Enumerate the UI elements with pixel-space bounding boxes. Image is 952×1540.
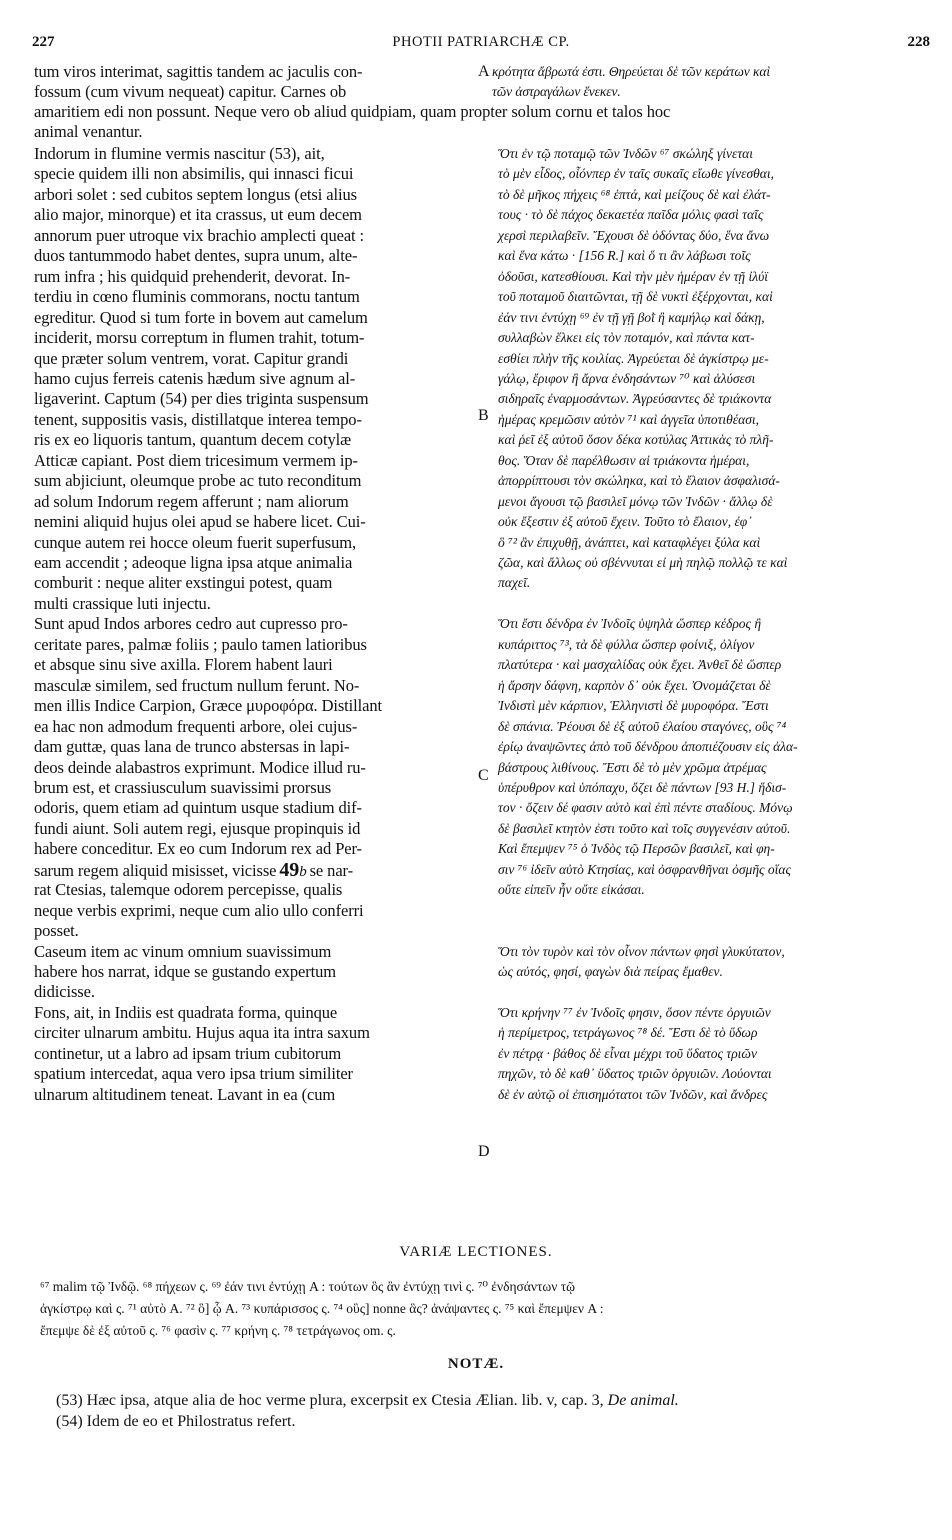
greek-line: οὔτε εἰπεῖν ἦν οὔτε εἰκάσαι.: [498, 882, 645, 897]
latin-line: [34, 921, 79, 941]
latin-line: [34, 451, 358, 471]
latin-line: [34, 492, 349, 512]
margin-marker-a: A: [478, 63, 490, 80]
greek-line: ἡμέρας κρεμῶσιν αὐτὸν ⁷¹ καὶ ἀγγεῖα ὑποτιθέασι,: [498, 412, 759, 427]
note-text: Idem de eo et Philostratus refert.: [86, 1413, 296, 1430]
latin-line: [34, 1003, 337, 1023]
latin-line: [34, 185, 357, 205]
latin-text: ulnarum altitudinem teneat. Lavant in ea (cum: [34, 1085, 336, 1104]
latin-text: habere conceditur. Ex eo cum Indorum rex ad Per-: [34, 839, 362, 858]
latin-text: nemini aliquid hujus olei apud se habere licet. Cui-: [34, 512, 366, 531]
greek-line: ὃ ⁷² ἂν ἐπιχυθῇ, ἀνάπτει, καὶ καταφλέγει ξύλα καὶ: [498, 535, 761, 550]
latin-line: [34, 758, 366, 778]
latin-line: [34, 349, 348, 369]
latin-text: que præter solum ventrem, vorat. Capitur grandi: [34, 349, 349, 368]
folio-suffix: b: [299, 864, 307, 880]
greek-line: ἐν πέτρᾳ · βάθος δὲ εἶναι μέχρι τοῦ ὕδατος τριῶν: [498, 1046, 757, 1061]
latin-text: eam accendit ; adeoque ligna ipsa atque animalia: [34, 553, 353, 572]
greek-line: βάστρους λιθίνους. Ἔστι δὲ τὸ μὲν χρῶμα ἀτρέμας: [498, 760, 767, 775]
latin-text: Fons, ait, in Indiis est quadrata forma, quinque: [34, 1003, 338, 1022]
latin-text: neque verbis exprimi, neque cum alio ullo conferri: [34, 901, 364, 920]
latin-line: [34, 246, 357, 266]
latin-text: terdiu in cœno fluminis commorans, noctu tantum: [34, 287, 360, 306]
greek-line: χερσὶ περιλαβεῖν. Ἔχουσι δὲ ὀδόντας δύο, ἕνα ἄνω: [498, 228, 770, 243]
latin-text: rum infra ; his quidquid prehenderit, devorat. In-: [34, 267, 351, 286]
latin-text: tenent, suppositis vasis, distillatque interea tempo-: [34, 410, 362, 429]
latin-text: ad solum Indorum regem afferunt ; nam aliorum: [34, 492, 349, 511]
note-number: (54): [56, 1413, 83, 1430]
latin-text: alio major, minorque) et ita crassus, ut eum decem: [34, 205, 362, 224]
greek-line: κυπάριττος ⁷³, τὰ δὲ φύλλα ὥσπερ φοίνιξ, ὀλίγον: [498, 637, 755, 652]
latin-text: duos tantummodo habet dentes, supra unum, alte-: [34, 246, 358, 265]
greek-line: ἡ περίμετρος, τετράγωνος ⁷⁸ δέ. Ἔστι δὲ τὸ ὕδωρ: [498, 1025, 758, 1040]
latin-text: men illis Indice Carpion, Græce μυροφόρα. Distillant: [34, 696, 382, 715]
greek-line: καὶ ῥεῖ ἐξ αὐτοῦ ὅσον δέκα κοτύλας Ἀττικὰς τὸ πλῆ-: [498, 432, 774, 447]
latin-line: [34, 635, 367, 655]
margin-marker-d: D: [478, 1143, 490, 1160]
greek-line: Ὅτι ἐν τῷ ποταμῷ τῶν Ἰνδῶν ⁶⁷ σκώληξ γίνεται: [498, 146, 754, 161]
greek-line: τὸ μὲν εἶδος, οἷόνπερ ἐν ταῖς συκαῖς εἴωθε γίνεσθαι,: [498, 166, 774, 181]
latin-line: [34, 553, 352, 573]
greek-line: παχεῖ.: [498, 575, 531, 590]
full-width-line: amaritiem edi non possunt. Neque vero ob aliud quidpiam, quam propter solum cornu et talos hoc: [34, 102, 671, 121]
greek-line: θος. Ὅταν δὲ παρέλθωσιν αἱ τριάκοντα ἡμέραι,: [498, 453, 750, 468]
latin-line: tum viros interimat, sagittis tandem ac jaculis con-: [34, 62, 363, 81]
latin-text: specie quidem illi non absimilis, qui innasci ficui: [34, 164, 354, 183]
latin-text: arbori solet : sed cubitos septem longus (etsi alius: [34, 185, 357, 204]
greek-line: ἐάν τινι ἐντύχῃ ⁶⁹ ἐν τῇ γῇ βοῒ ἢ καμήλῳ καὶ δάκῃ,: [498, 310, 765, 325]
latin-text: rat Ctesias, talemque odorem percepisse, qualis: [34, 880, 343, 899]
latin-line: [34, 389, 368, 409]
latin-line: [34, 533, 356, 553]
note-54: [56, 1411, 295, 1432]
latin-line: [34, 839, 362, 859]
greek-line: δὲ βασιλεῖ κτητὸν ἐστι τοῦτο καὶ τοῖς συγγενέσιν αὐτοῦ.: [498, 821, 791, 836]
latin-text: spatium intercedat, aqua vero ipsa trium similiter: [34, 1064, 353, 1083]
latin-line: [34, 144, 325, 164]
latin-text: comburit : neque aliter exstingui potest, quam: [34, 573, 333, 592]
latin-line: [34, 655, 333, 675]
greek-line: δὲ σπάνια. Ῥέουσι δὲ ἐξ αὐτοῦ ἐλαίου σταγόνες, οὓς ⁷⁴: [498, 719, 787, 734]
note-53: [56, 1390, 679, 1411]
greek-line: εσθίει πλὴν τῆς κοιλίας. Ἀγρεύεται δὲ ἀγκίστρῳ με-: [498, 351, 769, 366]
variants-heading: VARIÆ LECTIONES.: [399, 1244, 553, 1260]
latin-line: [34, 860, 353, 882]
latin-line: [34, 737, 349, 757]
greek-line: δὲ ἐν αὐτῷ οἱ ἐπισημότατοι τῶν Ἰνδῶν, καὶ ἄνδρες: [498, 1087, 768, 1102]
latin-text: dam guttæ, quas lana de trunco abstersas in lapi-: [34, 737, 350, 756]
greek-line: σιν ⁷⁶ ἰδεῖν αὐτὸ Κτησίας, καὶ ὀσφρανθῆναι ὀσμῆς οἵας: [498, 862, 791, 877]
latin-line: [34, 942, 331, 962]
latin-line: [34, 410, 362, 430]
latin-text: fundi aiunt. Soli autem regi, ejusque propinquis id: [34, 819, 361, 838]
greek-line: τῶν ἀστραγάλων ἕνεκεν.: [492, 84, 621, 99]
latin-line: [34, 369, 355, 389]
latin-text: brum est, et crassiusculum suavissimi prorsus: [34, 778, 332, 797]
greek-line: Καὶ ἔπεμψεν ⁷⁵ ὁ Ἰνδὸς τῷ Περσῶν βασιλεῖ, καὶ φη-: [498, 841, 775, 856]
latin-line: [34, 982, 95, 1002]
latin-text: circiter ulnarum ambitu. Hujus aqua ita intra saxum: [34, 1023, 370, 1042]
greek-line: ὑπέρυθρον καὶ ὑπόπαχυ, ὄζει δὲ πάντων [93 H.] ἥδισ-: [498, 780, 787, 795]
greek-line: ὀδοῦσι, κατεσθίουσι. Καὶ τὴν μὲν ἡμέραν ἐν τῇ ἰλύϊ: [498, 269, 769, 284]
variant-line: ⁶⁷ malim τῷ Ἰνδῷ. ⁶⁸ πήχεων ς. ⁶⁹ ἐάν τινι ἐντύχῃ A : τούτων ὃς ἂν ἐντύχῃ τινὶ ς. ⁷⁰ ἐνδησάντων τῷ: [40, 1279, 576, 1294]
latin-line: [34, 430, 351, 450]
greek-line: τοῦ ποταμοῦ διαιτῶνται, τῇ δὲ νυκτὶ ἐξέρχονται, καὶ: [498, 289, 773, 304]
greek-line: τους · τὸ δὲ πάχος δεκαετέα παῖδα μόλις φασὶ ταῖς: [498, 207, 764, 222]
latin-line: [34, 717, 357, 737]
greek-line: καὶ ἕνα κάτω · [156 R.] καὶ ὅ τι ἂν λάβωσι τοῖς: [498, 248, 751, 263]
latin-line: [34, 594, 211, 614]
latin-text: deos deinde alabastros exprimunt. Modice illud ru-: [34, 758, 366, 777]
latin-text: Caseum item ac vinum omnium suavissimum: [34, 942, 332, 961]
greek-line: σιδηραῖς ἐναρμοσάντων. Ἀγρεύσαντες δὲ τριάκοντα: [498, 391, 772, 406]
running-title: PHOTII PATRIARCHÆ CP.: [392, 34, 570, 50]
latin-text: odoris, quem etiam ad quintum usque stadium dif-: [34, 798, 362, 817]
latin-text: et absque sinu sive axilla. Florem habent lauri: [34, 655, 333, 674]
greek-line: ἀπορρίπτουσι τὸν σκώληκα, καὶ τὸ ἔλαιον ἀσφαλισά-: [498, 473, 780, 488]
latin-text-tail: se nar-: [309, 861, 354, 880]
latin-text: cunque autem rei hocce oleum fuerit superfusum,: [34, 533, 356, 552]
latin-text: sum abjiciunt, oleumque probe ac tuto reconditum: [34, 471, 362, 490]
latin-text: didicisse.: [34, 982, 95, 1001]
latin-line: [34, 1085, 335, 1105]
greek-line: γάλῳ, ἔριφον ἢ ἄρνα ἐνδησάντων ⁷⁰ καὶ ἁλύσεσι: [498, 371, 756, 386]
latin-text: posset.: [34, 921, 79, 940]
latin-line: [34, 164, 353, 184]
margin-marker-b: B: [478, 407, 489, 424]
latin-text: egreditur. Quod si tum forte in bovem aut camelum: [34, 308, 368, 327]
greek-line: Ἰνδιστὶ μὲν κάρπιον, Ἑλληνιστὶ δὲ μυροφόρα. Ἔστι: [498, 698, 769, 713]
latin-line: [34, 328, 364, 348]
greek-line: ἐρίῳ ἀναψῶντες ἀπὸ τοῦ δένδρου ἀποπιέζουσιν εἰς ἀλα-: [498, 739, 798, 754]
latin-line: [34, 287, 360, 307]
greek-line: ὡς αὐτός, φησί, φαγὼν διὰ πείρας ἔμαθεν.: [498, 964, 723, 979]
greek-line: τον · ὄζειν δέ φασιν αὐτὸ καὶ ἐπὶ πέντε σταδίους. Μόνῳ: [498, 800, 793, 815]
latin-line: [34, 962, 336, 982]
greek-line: συλλαβὼν ἕλκει εἰς τὸν ποταμόν, καὶ πάντα κατ-: [498, 330, 755, 345]
latin-line: [34, 901, 363, 921]
latin-text: ris ex eo liquoris tantum, quantum decem cotylæ: [34, 430, 351, 449]
note-text: Hæc ipsa, atque alia de hoc verme plura, excerpsit ex Ctesia Ælian. lib. v, cap. 3,: [86, 1392, 604, 1409]
notes-heading: NOTÆ.: [447, 1356, 505, 1372]
latin-text: masculæ similem, sed fructum nullum ferunt. No-: [34, 676, 360, 695]
latin-line: [34, 696, 382, 716]
latin-text: hamo cujus ferreis catenis hædum sive agnum al-: [34, 369, 356, 388]
latin-text: multi crassique luti injectu.: [34, 594, 211, 613]
left-page-number: 227: [32, 34, 55, 50]
latin-line: [34, 880, 342, 900]
latin-text: inciderit, morsu correptum in flumen trahit, totum-: [34, 328, 365, 347]
folio-marker: [279, 859, 306, 881]
latin-line: animal venantur.: [34, 122, 143, 141]
greek-line: Ὅτι τὸν τυρὸν καὶ τὸν οἶνον πάντων φησὶ γλυκύτατον,: [498, 944, 785, 959]
latin-line: [34, 205, 362, 225]
latin-line: [34, 573, 332, 593]
latin-text: habere hos narrat, idque se gustando expertum: [34, 962, 337, 981]
latin-text: annorum puer utroque vix brachio amplecti queat :: [34, 226, 365, 245]
greek-line: Ὅτι κρήνην ⁷⁷ ἐν Ἰνδοῖς φησιν, ὅσον πέντε ὀργυιῶν: [498, 1005, 771, 1020]
latin-text: ceritate pares, palmæ foliis ; paulo tamen latioribus: [34, 635, 367, 654]
note-number: (53): [56, 1392, 83, 1409]
latin-line: [34, 1044, 341, 1064]
latin-line: [34, 676, 359, 696]
latin-text: Sunt apud Indos arbores cedro aut cupresso pro-: [34, 614, 348, 633]
running-header: [32, 34, 930, 54]
latin-line: [34, 512, 366, 532]
greek-line: κρότητα ἄβρωτά ἐστι. Θηρεύεται δὲ τῶν κεράτων καὶ: [492, 64, 770, 79]
greek-line: ζῶα, καὶ ἄλλως οὐ σβέννυται εἰ μὴ πηλῷ πολλῷ τε καὶ: [498, 555, 788, 570]
folio-number: 49: [279, 859, 300, 881]
latin-text: Atticæ capiant. Post diem tricesimum vermem ip-: [34, 451, 358, 470]
latin-line: fossum (cum vivum nequeat) capitur. Carnes ob: [34, 82, 347, 101]
latin-text: continetur, ut a labro ad ipsam trium cubitorum: [34, 1044, 342, 1063]
latin-text: Indorum in flumine vermis nascitur (53), ait,: [34, 144, 325, 163]
latin-line: [34, 308, 368, 328]
latin-line: [34, 226, 364, 246]
margin-marker-c: C: [478, 767, 489, 784]
greek-line: τὸ δὲ μῆκος πήχεις ⁶⁸ ἑπτά, καὶ μείζους δὲ καὶ ἐλάτ-: [498, 187, 771, 202]
latin-line: [34, 778, 331, 798]
latin-text: ea hac non admodum frequenti arbore, olei cujus-: [34, 717, 358, 736]
latin-line: [34, 1023, 370, 1043]
note-emphasis: De animal.: [607, 1392, 679, 1409]
latin-text: sarum regem aliquid misisset, vicisse: [34, 861, 277, 880]
latin-line: [34, 1064, 353, 1084]
latin-line: [34, 819, 360, 839]
greek-line: οὐκ ἔξεστιν ἐξ αὐτοῦ ἔχειν. Τοῦτο τὸ ἔλαιον, ἐφ᾽: [498, 514, 752, 529]
variant-line: ἀγκίστρῳ καὶ ς. ⁷¹ αὐτὸ A. ⁷² ὃ] ᾧ A. ⁷³ κυπάρισσος ς. ⁷⁴ οὓς] nonne ἃς? ἀνάψαντες ς. ⁷⁵ καὶ ἔπεμψεν A :: [40, 1301, 604, 1316]
greek-line: πλατύτερα · καὶ μασχαλίδας οὐκ ἔχει. Ἀνθεῖ δὲ ὥσπερ: [498, 657, 782, 672]
greek-line: μενοι ἄγουσι τῷ βασιλεῖ μόνῳ τῶν Ἰνδῶν · ἄλλῳ δὲ: [498, 494, 773, 509]
latin-line: [34, 471, 361, 491]
right-page-number: 228: [907, 34, 930, 50]
greek-line: ἡ ἄρσην δάφνη, καρπὸν δ᾽ οὐκ ἔχει. Ὀνομάζεται δὲ: [498, 678, 771, 693]
latin-line: [34, 267, 350, 287]
greek-line: πηχῶν, τὸ δὲ καθ᾽ ὕδατος τριῶν ὀργυιῶν. Λούονται: [498, 1066, 772, 1081]
greek-line: Ὅτι ἔστι δένδρα ἐν Ἰνδοῖς ὑψηλὰ ὥσπερ κέδρος ἢ: [498, 616, 762, 631]
latin-line: [34, 798, 362, 818]
latin-line: [34, 614, 348, 634]
latin-text: ligaverint. Captum (54) per dies triginta suspensum: [34, 389, 369, 408]
variant-line: ἔπεμψε δὲ ἐξ αὐτοῦ ς. ⁷⁶ φασὶν ς. ⁷⁷ κρήνη ς. ⁷⁸ τετράγωνος om. ς.: [40, 1323, 396, 1338]
